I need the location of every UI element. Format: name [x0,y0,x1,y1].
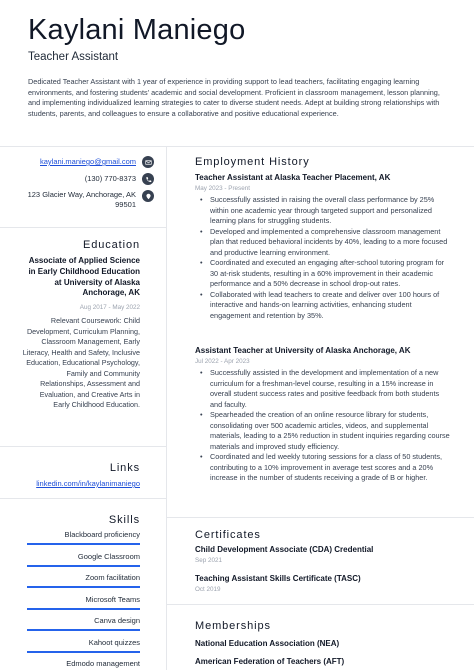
job-bullet: • Developed and implemented a comprehensive classroom management plan that reduced behavioral incidents by 40%, leading to a more focused and productive learning environment. [195,227,450,259]
skill-level-bar [27,651,140,653]
email-link[interactable]: kaylani.maniego@gmail.com [40,157,136,166]
memberships-heading: Memberships [195,620,271,632]
skill-level-bar [27,543,140,545]
job-bullet: • Spearheaded the creation of an online resource library for students, consolidating over 500 academic articles, videos, and supplemental materials, leading to a 25% reduction in student inquiries regarding course materials and improved study efficiency. [195,410,450,452]
certificate-date: Sep 2021 [195,557,222,564]
phone-number: (130) 770-8373 [84,174,136,183]
column-divider [166,146,167,670]
skill-level-fill [27,608,140,610]
job-title: Teacher Assistant at Alaska Teacher Placement, AK [195,173,391,182]
skill-name: Zoom facilitation [85,573,140,582]
contact-address-row [28,190,154,210]
skills-heading: Skills [108,514,140,526]
education-degree: Associate of Applied Science in Early Childhood Education at University of Alaska Anchorage, AK [28,256,140,298]
candidate-name: Kaylani Maniego [28,14,246,46]
skill-name: Kahoot quizzes [88,637,140,647]
skill-level-bar [27,629,140,631]
professional-summary: Dedicated Teacher Assistant with 1 year of experience in providing support to lead teachers, facilitating engaging learning environments, and fostering students' academic and social development. Proficient in classroom management, lesson planning, and implementing individualized learning strategies to cater to diverse student needs. Adept at building strong relationships with students, parents, and colleagues to ensure a collaborative and positive educational experience. [28,77,440,118]
linkedin-link[interactable]: linkedin.com/in/kaylanimaniego [36,479,140,488]
skill-name: Google Classroom [77,551,140,561]
certificates-heading: Certificates [195,529,261,541]
address-line-2: 99501 [115,200,136,209]
location-icon [142,190,154,202]
links-divider [0,498,166,499]
job-bullet: • Coordinated and led weekly tutoring sessions for a class of 50 students, contributing to a 10% improvement in average test scores and a 20% increase in the number of students receiving a grade of B or higher. [195,452,450,484]
job-bullet: • Successfully assisted in raising the overall class performance by 25% within one academic year through targeted support and personalized learning plans for struggling students. [195,195,450,227]
education-date: Aug 2017 - May 2022 [79,304,140,311]
membership-name: American Federation of Teachers (AFT) [195,657,345,666]
membership-name: National Education Association (NEA) [195,639,340,648]
education-heading: Education [82,239,140,251]
education-divider [0,446,166,447]
contact-email-row[interactable] [40,156,154,168]
address [28,190,136,210]
job-bullet: • Collaborated with lead teachers to create and deliver over 100 hours of interactive and hands-on learning activities, enhancing student engagement and retention by 35%. [195,290,450,322]
certificate-date: Oct 2019 [195,586,221,593]
job-date: Jul 2022 - Apr 2023 [195,358,250,365]
contact-divider [0,227,166,228]
certificates-divider [166,604,474,605]
job-date: May 2023 - Present [195,185,250,192]
job-title: Assistant Teacher at University of Alaska Anchorage, AK [195,346,411,355]
header-divider [0,146,474,147]
job-bullet: • Coordinated and executed an engaging after-school tutoring program for 30 at-risk students, resulting in a 60% improvement in their academic performance and a 50% decrease in school drop-out rates. [195,258,450,290]
skill-name: Blackboard proficiency [64,530,140,539]
skill-level-bar [27,586,140,588]
skill-level-bar [27,608,140,610]
skill-name: Edmodo management [66,659,140,668]
contact-phone-row [85,173,154,185]
job-role: Teacher Assistant [28,51,119,63]
skill-level-fill [27,651,140,653]
skill-name: Microsoft Teams [85,594,140,604]
address-line-1: 123 Glacier Way, Anchorage, AK [27,190,136,199]
job-bullets [195,195,450,321]
skill-level-bar [27,565,140,567]
skill-level-fill [27,586,140,588]
certificate-name: Child Development Associate (CDA) Credential [195,545,374,554]
links-heading: Links [109,462,140,474]
job-bullets [195,368,450,484]
skill-level-fill [27,629,140,631]
skill-name: Canva design [94,616,140,625]
employment-divider [166,517,474,518]
certificate-name: Teaching Assistant Skills Certificate (TASC) [195,574,361,583]
skill-level-fill [27,543,140,545]
phone-icon [142,173,154,185]
employment-heading: Employment History [195,156,310,168]
job-bullet: • Successfully assisted in the development and implementation of a new curriculum for a freshman-level course, resulting in a 15% increase in overall student success rates and positive feedback from both students and faculty. [195,368,450,410]
email-icon [142,156,154,168]
resume-header [28,12,448,63]
skill-level-fill [27,565,140,567]
education-description: Relevant Coursework: Child Development, Curriculum Planning, Classroom Management, Early Literacy, Health and Safety, Inclusive Education, Educational Psychology, Family and Community Relationships, Assessment and Evaluation, and Creative Arts in Early Childhood Education. [22,316,140,409]
